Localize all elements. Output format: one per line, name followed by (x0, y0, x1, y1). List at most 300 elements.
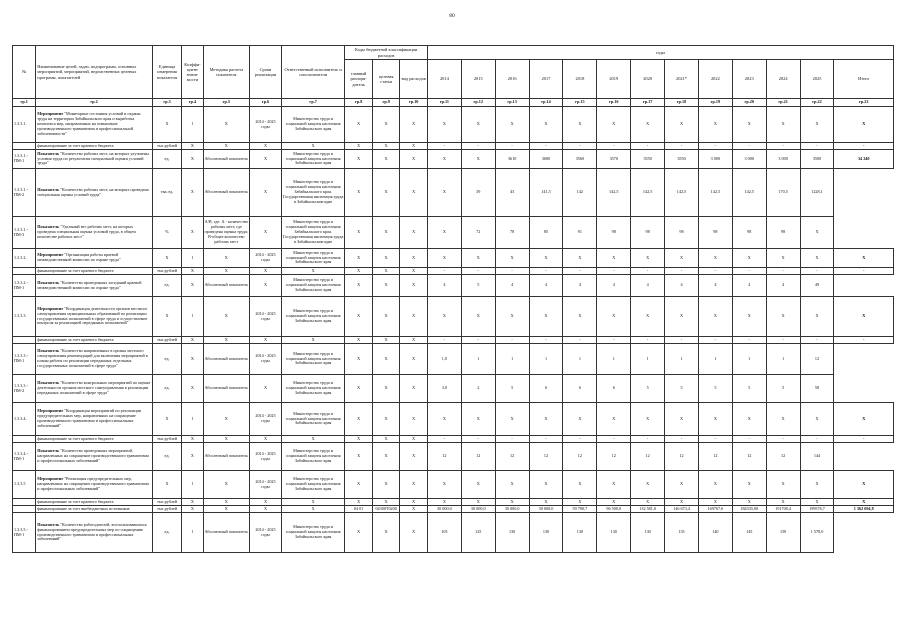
cell: 4 (631, 275, 665, 297)
cell: 1 (766, 344, 800, 375)
cell: 2014 - 2025 годы (250, 297, 282, 337)
cell: 5 (495, 375, 529, 403)
cell: X (400, 499, 428, 506)
cell: 1 (597, 344, 631, 375)
cell: 142 (563, 169, 597, 217)
row-number: 1.3.3.4. (13, 403, 36, 436)
table-row (13, 403, 894, 436)
cell: 98 (766, 217, 800, 249)
row-number: 1.3.3.4.- ПМ-1 (13, 443, 36, 471)
cell: X (495, 499, 529, 506)
cell: 1 (495, 344, 529, 375)
cell: 85 (529, 217, 563, 249)
row-number: 1.3.3.3.- ПМ-2 (13, 375, 36, 403)
cell: X (631, 297, 665, 337)
cell: - (495, 143, 529, 150)
cell: X (182, 217, 203, 249)
cell: 96 500,0 (597, 506, 631, 513)
cell: 2014 - 2025 годы (250, 344, 282, 375)
header-year: 2014 (427, 60, 461, 99)
cell: 1 578,0 (800, 513, 834, 553)
cell: 4 (563, 275, 597, 297)
cell: X (203, 499, 250, 506)
header-year: 2023 (732, 60, 766, 99)
column-number: гр.22 (800, 99, 834, 107)
row-text: "Удельный вес рабочих мест, на которых проведена специальная оценка условий труда, в общем количестве рабочих мест" (37, 224, 136, 239)
table-row (13, 506, 894, 513)
cell: 1,0 (427, 344, 461, 375)
column-number: гр.15 (563, 99, 597, 107)
cell: 30 000,0 (495, 506, 529, 513)
cell: X (665, 297, 699, 337)
cell: тыс.рублей (152, 143, 182, 150)
cell: 2 (461, 375, 495, 403)
row-name (36, 297, 152, 337)
row-name (36, 443, 152, 471)
cell: - (597, 436, 631, 443)
cell: X (800, 297, 834, 337)
cell: 144 (800, 443, 834, 471)
cell: Министерство труда и социальной защиты населения Забайкальского края (281, 375, 345, 403)
cell: X (345, 275, 373, 297)
row-kind: Показатель (37, 380, 60, 386)
row-number (13, 499, 36, 506)
cell: % (152, 217, 182, 249)
cell: 2014 - 2025 годы (250, 107, 282, 143)
cell: Министерство труда и социальной защиты населения Забайкальского края (281, 471, 345, 499)
cell: X (203, 436, 250, 443)
row-number: 1.3.3.1. (13, 107, 36, 143)
header-year: 2018 (563, 60, 597, 99)
header-year: 2024 (766, 60, 800, 99)
cell: X (529, 471, 563, 499)
cell: Абсолютный показатель (203, 150, 250, 169)
cell: - (631, 436, 665, 443)
row-text: финансирование за счет краевого бюджета (37, 435, 114, 441)
table-row (13, 375, 894, 403)
cell: X (152, 107, 182, 143)
cell: X (372, 217, 400, 249)
cell: 30 000,0 (529, 506, 563, 513)
cell: X (834, 297, 894, 337)
row-name (36, 403, 152, 436)
cell: X (597, 403, 631, 436)
cell: X (345, 344, 373, 375)
cell: X (152, 471, 182, 499)
cell: X (400, 268, 428, 275)
cell: X (766, 249, 800, 268)
cell: X (732, 499, 766, 506)
cell: Министерство труда и социальной защиты населения Забайкальского края. Государственная инспекция труда в Забайкальском крае (281, 217, 345, 249)
row-kind: Мероприятие (37, 252, 64, 258)
row-kind: Показатель (37, 150, 60, 156)
column-number: гр.23 (834, 99, 894, 107)
cell: 130 (563, 513, 597, 553)
cell: X (250, 169, 282, 217)
header-year: 2015 (461, 60, 495, 99)
cell: Абсолютный показатель (203, 513, 250, 553)
column-number: гр.8 (345, 99, 373, 107)
cell: X (203, 403, 250, 436)
row-name (36, 169, 152, 217)
cell: 5 (461, 275, 495, 297)
cell: Министерство труда и социальной защиты населения Забайкальского края (281, 107, 345, 143)
cell: X (495, 471, 529, 499)
cell: Министерство труда и социальной защиты населения Забайкальского края (281, 297, 345, 337)
cell: 3,0 (427, 375, 461, 403)
cell: 34 240 (834, 150, 894, 169)
cell: X (427, 297, 461, 337)
row-text: "Количество работодателей, воспользовавшихся финансированием предупредительных мер по сокращению производственного травматизма и профессиональных заболеваний" (37, 521, 147, 542)
cell: 98 (631, 217, 665, 249)
cell: 130 (529, 513, 563, 553)
cell: 1 (182, 471, 203, 499)
cell: Министерство труда и социальной защиты населения Забайкальского края (281, 249, 345, 268)
table-row (13, 249, 894, 268)
cell: X (495, 249, 529, 268)
header-year: 2022 (698, 60, 732, 99)
cell: - (834, 143, 894, 150)
cell: 3570 (597, 150, 631, 169)
cell: X (372, 143, 400, 150)
row-name (36, 506, 152, 513)
cell: X (665, 249, 699, 268)
cell: X (203, 337, 250, 344)
cell: X (372, 275, 400, 297)
cell: X (152, 249, 182, 268)
column-number: гр.12 (461, 99, 495, 107)
cell: X (800, 499, 834, 506)
cell: 3500 (800, 150, 834, 169)
cell: X (800, 107, 834, 143)
table-row (13, 344, 894, 375)
cell: X (250, 375, 282, 403)
cell: 12 (427, 443, 461, 471)
cell: 3560 (563, 150, 597, 169)
cell: X (345, 217, 373, 249)
cell: X (732, 297, 766, 337)
cell: - (563, 436, 597, 443)
cell: X (345, 169, 373, 217)
cell: X (250, 217, 282, 249)
row-number (13, 506, 36, 513)
cell: ед. (152, 443, 182, 471)
cell: - (834, 337, 894, 344)
cell: 2014 - 2025 годы (250, 471, 282, 499)
cell: 4 (427, 275, 461, 297)
cell: X (345, 268, 373, 275)
table-row (13, 443, 894, 471)
cell: ед. (152, 344, 182, 375)
cell: X (281, 499, 345, 506)
cell: 5 (665, 375, 699, 403)
cell: тыс.рублей (152, 337, 182, 344)
row-kind: Мероприятие (37, 305, 64, 311)
cell: - (698, 268, 732, 275)
row-text: "Количество рабочих мест, на которых улучшены условия труда по результатам специальной оценки условий труда" (37, 150, 149, 166)
cell: X (345, 297, 373, 337)
cell: X (427, 217, 461, 249)
row-kind: Показатель (37, 521, 60, 527)
cell: X (345, 337, 373, 344)
cell: - (665, 337, 699, 344)
cell: 3 000 (698, 150, 732, 169)
row-name (36, 513, 152, 553)
cell: X (182, 275, 203, 297)
cell: 130 (597, 513, 631, 553)
column-number: гр.13 (495, 99, 529, 107)
cell: 3680 (529, 150, 563, 169)
cell: X (400, 143, 428, 150)
row-kind: Показатель (37, 348, 60, 354)
table-row (13, 143, 894, 150)
row-text: "Количество контрольных мероприятий по оценке деятельности органов местного самоуправления в реализации переданных полномочий в сфере труда" (37, 380, 151, 395)
cell: Министерство труда и социальной защиты населения Забайкальского края (281, 403, 345, 436)
cell: 2014 - 2025 годы (250, 513, 282, 553)
cell: 58 (800, 375, 834, 403)
cell: 2014 - 2025 годы (250, 249, 282, 268)
header-kbk-main: главный распоря-дитель (345, 60, 373, 99)
column-number: гр.3 (152, 99, 182, 107)
cell: X (665, 471, 699, 499)
cell: ед. (152, 513, 182, 553)
cell: X (203, 249, 250, 268)
cell: X (372, 297, 400, 337)
cell: - (495, 337, 529, 344)
cell: X (400, 169, 428, 217)
cell: - (766, 436, 800, 443)
header-year: 2019 (597, 60, 631, 99)
cell: тыс.рублей (152, 506, 182, 513)
cell: X (698, 249, 732, 268)
cell: X (345, 375, 373, 403)
cell: X (250, 268, 282, 275)
cell: тыс.рублей (152, 268, 182, 275)
row-kind: Мероприятие (37, 408, 64, 414)
cell: 142,5 (631, 169, 665, 217)
cell: - (665, 143, 699, 150)
cell: 170,5 (766, 169, 800, 217)
cell: X (698, 499, 732, 506)
cell: 12 (461, 443, 495, 471)
cell: - (732, 436, 766, 443)
cell: X (732, 107, 766, 143)
cell: X (182, 268, 203, 275)
cell: X (563, 249, 597, 268)
cell: X (597, 471, 631, 499)
row-text: "Количество направленных в органы местного самоуправления рекомендаций для включения мероприятий в планы работы по реализации переданных отдельных государственных полномочий в сфере труда" (37, 348, 148, 368)
cell: 1 (182, 249, 203, 268)
cell: X (345, 403, 373, 436)
program-table (12, 45, 894, 553)
column-number: гр.7 (281, 99, 345, 107)
row-name (36, 436, 152, 443)
cell: 12 (529, 443, 563, 471)
cell: - (427, 337, 461, 344)
cell: А/В, где: А - количество рабочих мест, где проведена оценка труда; В-общее количество рабочих мест (203, 217, 250, 249)
header-term: Сроки реализации (250, 46, 282, 99)
cell: X (631, 403, 665, 436)
cell: X (345, 436, 373, 443)
cell: 142,5 (732, 169, 766, 217)
row-number: 1.3.3.1.- ПМ-3 (13, 217, 36, 249)
cell: 1 (732, 344, 766, 375)
cell: X (400, 471, 428, 499)
row-kind: Показатель (37, 279, 60, 285)
cell: X (800, 471, 834, 499)
cell: X (372, 443, 400, 471)
row-kind: Показатель (37, 448, 60, 454)
cell: Министерство труда и социальной защиты населения Забайкальского края (281, 513, 345, 553)
row-name (36, 249, 152, 268)
cell: 103 (427, 513, 461, 553)
cell: X (563, 403, 597, 436)
cell: - (665, 436, 699, 443)
cell: X (372, 471, 400, 499)
cell: X (800, 403, 834, 436)
cell: X (427, 169, 461, 217)
cell: X (529, 249, 563, 268)
cell: X (529, 107, 563, 143)
cell: X (597, 297, 631, 337)
cell: Министерство труда и социальной защиты населения Забайкальского края (281, 344, 345, 375)
cell: 132 581,0 (631, 506, 665, 513)
cell: X (182, 506, 203, 513)
table-row (13, 169, 894, 217)
cell: X (563, 471, 597, 499)
cell: 04300Т0200 (372, 506, 400, 513)
cell: Абсолютный показатель (203, 275, 250, 297)
cell: X (461, 297, 495, 337)
cell: 1 (631, 344, 665, 375)
cell: - (427, 436, 461, 443)
cell: X (345, 143, 373, 150)
row-text: "Организация работы краевой межведомственной комиссии по охране труда" (37, 252, 121, 262)
header-kbk: Коды бюджетной классификации расходов (345, 46, 428, 60)
cell: X (400, 275, 428, 297)
row-number: 1.3.3.1.- ПМ-2 (13, 169, 36, 217)
cell: 4 (597, 275, 631, 297)
cell: X (400, 217, 428, 249)
cell: X (631, 107, 665, 143)
cell: X (597, 107, 631, 143)
cell: 98 (597, 217, 631, 249)
column-number: гр.11 (427, 99, 461, 107)
row-text: финансирование за счет краевого бюджета (37, 267, 114, 273)
header-responsible: Ответственный исполнитель и соисполнители (281, 46, 345, 99)
header-year: 2020 (631, 60, 665, 99)
cell: ед. (152, 375, 182, 403)
header-kbk-type: вид расходов (400, 60, 428, 99)
cell: X (182, 436, 203, 443)
cell: 4 (698, 275, 732, 297)
row-text: "Координация мероприятий по реализации предупредительных мер, направленных на сокращение производственного травматизма и профессиональных заболеваний" (37, 408, 142, 428)
cell: X (732, 471, 766, 499)
row-name (36, 143, 152, 150)
cell: X (427, 403, 461, 436)
cell: - (766, 337, 800, 344)
cell: X (372, 375, 400, 403)
cell: - (698, 337, 732, 344)
cell: X (631, 249, 665, 268)
cell: 12 (800, 344, 834, 375)
cell: 5 (631, 375, 665, 403)
header-coef: Коэффи-циент значи-мости (182, 46, 203, 99)
cell: 142,5 (665, 169, 699, 217)
table-row (13, 436, 894, 443)
cell: 1228,1 (800, 169, 834, 217)
page-number: 80 (449, 13, 455, 19)
row-number (13, 337, 36, 344)
cell: 4 (495, 275, 529, 297)
cell: 1 (182, 403, 203, 436)
row-text: "Количество проведенных заседаний краевой межведомственной комиссии по охране труда" (37, 279, 142, 290)
cell: X (345, 471, 373, 499)
cell: X (400, 436, 428, 443)
cell: X (250, 506, 282, 513)
cell: X (372, 249, 400, 268)
cell: X (461, 150, 495, 169)
row-name (36, 107, 152, 143)
cell: ед. (152, 150, 182, 169)
row-number (13, 143, 36, 150)
cell: X (182, 150, 203, 169)
cell: X (345, 499, 373, 506)
cell: X (495, 297, 529, 337)
cell: X (698, 471, 732, 499)
cell: Министерство труда и социальной защиты населения Забайкальского края (281, 150, 345, 169)
cell: 04 01 (345, 506, 373, 513)
column-number: гр.1 (13, 99, 36, 107)
cell: X (203, 107, 250, 143)
table-row (13, 150, 894, 169)
cell: X (766, 107, 800, 143)
cell: X (427, 249, 461, 268)
cell: 6 (563, 375, 597, 403)
cell: X (372, 344, 400, 375)
cell: X (372, 403, 400, 436)
cell: - (563, 143, 597, 150)
row-text: "Реализация предупредительных мер, направленных на сокращение производственного травматизма и профессиональных заболеваний" (37, 476, 149, 491)
cell: X (800, 249, 834, 268)
cell: 4 (766, 275, 800, 297)
cell: X (203, 268, 250, 275)
cell: X (766, 471, 800, 499)
header-year: 2025 (800, 60, 834, 99)
cell: X (495, 107, 529, 143)
cell: X (834, 499, 894, 506)
cell: X (182, 344, 203, 375)
cell: X (203, 506, 250, 513)
row-number (13, 436, 36, 443)
cell: X (461, 249, 495, 268)
cell: X (182, 169, 203, 217)
cell: - (461, 143, 495, 150)
cell: X (461, 403, 495, 436)
row-kind: Показатель (37, 186, 60, 192)
cell: X (834, 471, 894, 499)
column-number: гр.18 (665, 99, 699, 107)
cell: X (250, 436, 282, 443)
header-method: Методика расчета показателя (203, 46, 250, 99)
column-number: гр.14 (529, 99, 563, 107)
row-text: "Количество рабочих мест, на которых проведена специальная оценка условий труда" (37, 186, 149, 197)
cell: 49 (800, 275, 834, 297)
cell: 1 (182, 297, 203, 337)
cell: X (281, 436, 345, 443)
cell: - (800, 143, 834, 150)
cell: - (732, 268, 766, 275)
